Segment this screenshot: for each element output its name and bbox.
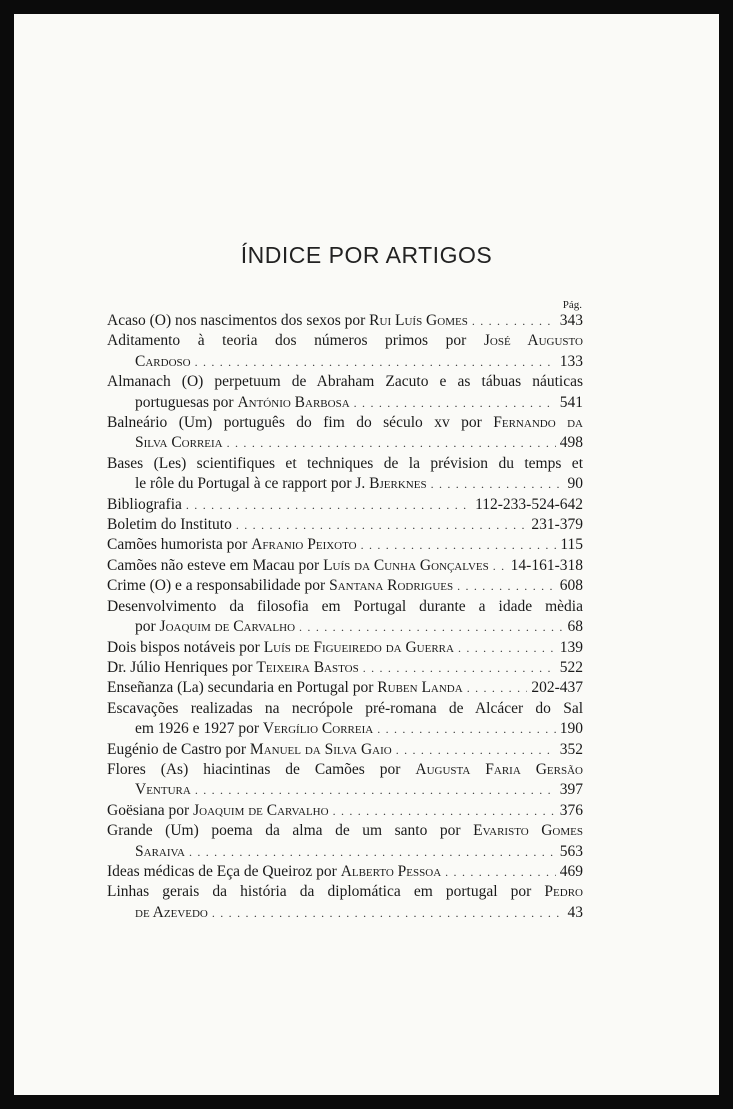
entry-page-number: 469	[559, 862, 583, 880]
entry-page-number: 115	[560, 536, 583, 554]
dot-leader	[396, 740, 556, 760]
entry-title: Almanach (O) perpetuum de Abraham Zacuto e as tábuas náuticas	[107, 373, 583, 391]
entry-text-group	[107, 740, 392, 760]
dot-leader	[457, 576, 556, 596]
dot-leader	[186, 495, 471, 515]
page-column-label: Pág.	[562, 299, 582, 311]
entry-text-group	[135, 780, 191, 800]
entry-line	[107, 495, 583, 515]
entry-line	[107, 842, 583, 862]
entry-text-group	[107, 535, 357, 555]
entry-page-number: 68	[567, 618, 583, 636]
entry-text-group	[107, 311, 468, 331]
entry-page-number: 541	[559, 393, 583, 411]
entry-author: Luís de Figueiredo da Guerra	[263, 638, 454, 656]
entry-text-group	[135, 474, 427, 494]
entry-title: Eugénio de Castro por	[107, 740, 250, 758]
entry-text-group	[107, 678, 463, 698]
entry-line	[107, 393, 583, 413]
entry-title: Dr. Júlio Henriques por	[107, 658, 257, 676]
entry-text-group	[107, 862, 441, 882]
entry-title: Balneário (Um) português do fim do século xv por	[107, 414, 494, 432]
index-entry	[107, 535, 583, 555]
entry-line	[107, 617, 583, 637]
index-entry	[107, 882, 583, 923]
entry-text-group	[135, 393, 350, 413]
entry-page-number: 522	[559, 658, 583, 676]
entry-line	[107, 556, 583, 576]
entry-line	[107, 821, 583, 841]
entry-line	[107, 638, 583, 658]
entry-author: Luís da Cunha Gonçalves	[323, 556, 489, 574]
entry-line	[107, 474, 583, 494]
entry-title: Crime (O) e a responsabilidade por	[107, 577, 330, 595]
entry-text-group	[107, 332, 583, 349]
entry-author: Joaquim de Carvalho	[159, 618, 296, 636]
entry-text-group	[107, 638, 454, 658]
entry-author: Pedro	[544, 883, 583, 901]
entry-line	[107, 699, 583, 719]
entry-author: Augusta Faria Gersão	[415, 760, 583, 778]
page-title: ÍNDICE POR ARTIGOS	[240, 242, 493, 268]
entry-text-group	[135, 903, 208, 923]
entry-author: Teixeira Bastos	[256, 658, 359, 676]
entry-line	[107, 311, 583, 331]
entry-page-number: 231-379	[531, 516, 583, 534]
entry-title: Ideas médicas de Eça de Queiroz por	[107, 862, 341, 880]
entry-page-number: 112-233-524-642	[475, 495, 583, 513]
entry-line	[107, 454, 583, 474]
entry-line	[107, 658, 583, 678]
entry-text-group	[135, 719, 373, 739]
dot-leader	[363, 658, 556, 678]
index-entry	[107, 454, 583, 495]
index-entry	[107, 678, 583, 698]
entry-author: António Barbosa	[237, 393, 350, 411]
index-entry	[107, 821, 583, 862]
index-entry	[107, 699, 583, 740]
entry-page-number: 43	[567, 903, 583, 921]
entry-line	[107, 780, 583, 800]
entry-page-number: 563	[559, 842, 583, 860]
entry-author: Ruben Landa	[377, 679, 463, 697]
entry-line	[107, 760, 583, 780]
entry-text-group	[107, 515, 232, 535]
entry-text-group	[107, 556, 489, 576]
entry-author: Santana Rodrigues	[329, 577, 454, 595]
dot-leader	[445, 862, 556, 882]
entry-line	[107, 903, 583, 923]
entry-text-group	[107, 598, 583, 615]
entry-author: Fernando da	[493, 414, 583, 432]
entry-author: Afranio Peixoto	[251, 536, 357, 554]
entry-title: Bibliografia	[107, 495, 182, 513]
entry-line	[107, 433, 583, 453]
entry-author: Silva Correia	[135, 434, 223, 452]
dot-leader	[354, 393, 556, 413]
entry-text-group	[107, 822, 583, 839]
entry-author: Cardoso	[135, 352, 191, 370]
entry-text-group	[135, 352, 191, 372]
entry-author: de Azevedo	[135, 903, 208, 921]
index-entry	[107, 760, 583, 801]
entry-title: Bases (Les) scientifiques et techniques de la prévision du temps et	[107, 454, 583, 472]
entry-text-group	[107, 761, 583, 778]
dot-leader	[299, 617, 563, 637]
entry-title: por	[135, 618, 160, 636]
dot-leader	[361, 535, 557, 555]
entry-page-number: 352	[559, 740, 583, 758]
dot-leader	[467, 678, 528, 698]
entry-page-number: 14-161-318	[510, 556, 583, 574]
entry-title: em 1926 e 1927 por	[135, 720, 263, 738]
entry-text-group	[135, 433, 223, 453]
entry-text-group	[107, 801, 329, 821]
entry-page-number: 133	[559, 352, 583, 370]
index-entry	[107, 801, 583, 821]
entry-text-group	[107, 576, 453, 596]
entry-line	[107, 576, 583, 596]
index-entry	[107, 495, 583, 515]
index-entry	[107, 556, 583, 576]
entry-line	[107, 678, 583, 698]
entry-line	[107, 740, 583, 760]
entry-text-group	[107, 883, 583, 900]
entry-title: Aditamento à teoria dos números primos por	[107, 332, 484, 350]
entry-title: le rôle du Portugal à ce rapport por	[135, 475, 356, 493]
index-entry	[107, 515, 583, 535]
index-entry	[107, 862, 583, 882]
dot-leader	[212, 903, 564, 923]
entry-page-number: 139	[559, 638, 583, 656]
dot-leader	[195, 352, 556, 372]
entry-page-number: 397	[559, 781, 583, 799]
entry-line	[107, 535, 583, 555]
dot-leader	[236, 515, 527, 535]
entry-author: Evaristo Gomes	[473, 822, 583, 840]
entry-title: Acaso (O) nos nascimentos dos sexos por	[107, 312, 370, 329]
dot-leader	[472, 311, 556, 331]
entry-title: Boletim do Instituto	[107, 516, 232, 534]
dot-leader	[195, 780, 556, 800]
entry-author: Alberto Pessoa	[340, 862, 442, 880]
entry-text-group	[107, 373, 583, 390]
entry-title: Grande (Um) poema da alma de um santo por	[107, 822, 474, 840]
dot-leader	[431, 474, 564, 494]
entry-title: Goësiana por	[107, 801, 194, 819]
entry-line	[107, 862, 583, 882]
entry-title: Flores (As) hiacintinas de Camões por	[107, 760, 416, 778]
document-page	[14, 14, 719, 1095]
index-entry	[107, 597, 583, 638]
entry-title: Escavações realizadas na necrópole pré-romana de Alcácer do Sal	[107, 699, 583, 717]
dot-leader	[333, 801, 556, 821]
entry-text-group	[107, 455, 583, 472]
entry-page-number: 376	[559, 801, 583, 819]
entry-author: Manuel da Silva Gaio	[249, 740, 392, 758]
entry-title: Desenvolvimento da filosofia em Portugal durante a idade mèdia	[107, 597, 583, 615]
entry-text-group	[107, 658, 359, 678]
entry-text-group	[107, 495, 182, 515]
entry-text-group	[135, 617, 295, 637]
entry-title: Dois bispos notáveis por	[107, 638, 264, 656]
entry-page-number: 202-437	[531, 679, 583, 697]
entry-title: Enseñanza (La) secundaria en Portugal por	[107, 679, 378, 697]
entry-author: Joaquim de Carvalho	[193, 801, 329, 819]
dot-leader	[189, 842, 556, 862]
entry-line	[107, 372, 583, 392]
entry-line	[107, 801, 583, 821]
entry-author: Saraiva	[135, 842, 185, 860]
entry-line	[107, 515, 583, 535]
entry-page-number: 343	[559, 312, 583, 329]
entry-author: J. Bjerknes	[355, 475, 427, 493]
entry-author: José Augusto	[483, 332, 583, 350]
entry-line	[107, 719, 583, 739]
entry-line	[107, 413, 583, 433]
entry-page-number: 190	[559, 720, 583, 738]
entry-author: Rui Luís Gomes	[369, 312, 468, 329]
entry-title: Linhas gerais da história da diplomática em portugal por	[107, 883, 545, 901]
entry-title: portuguesas por	[135, 393, 238, 411]
index-entry	[107, 372, 583, 413]
dot-leader	[227, 433, 556, 453]
index-entry	[107, 658, 583, 678]
entry-page-number: 608	[559, 577, 583, 595]
entry-author: Vergílio Correia	[262, 720, 374, 738]
entry-title: Camões humorista por	[107, 536, 252, 554]
entry-text-group	[107, 414, 583, 431]
index-entry	[107, 576, 583, 596]
entry-line	[107, 331, 583, 351]
entry-author: Ventura	[135, 781, 191, 799]
entry-text-group	[107, 700, 583, 717]
index-entry	[107, 331, 583, 372]
entry-line	[107, 882, 583, 902]
index-entry	[107, 311, 583, 331]
index-entry	[107, 740, 583, 760]
entry-title: Camões não esteve em Macau por	[107, 556, 324, 574]
index-entry	[107, 413, 583, 454]
entry-line	[107, 597, 583, 617]
entry-line	[107, 352, 583, 372]
dot-leader	[377, 719, 556, 739]
entry-page-number: 90	[567, 475, 583, 493]
dot-leader	[458, 638, 556, 658]
index-entry	[107, 638, 583, 658]
entry-page-number: 498	[559, 434, 583, 452]
entry-text-group	[135, 842, 185, 862]
dot-leader	[493, 556, 507, 576]
index-list	[107, 311, 583, 923]
